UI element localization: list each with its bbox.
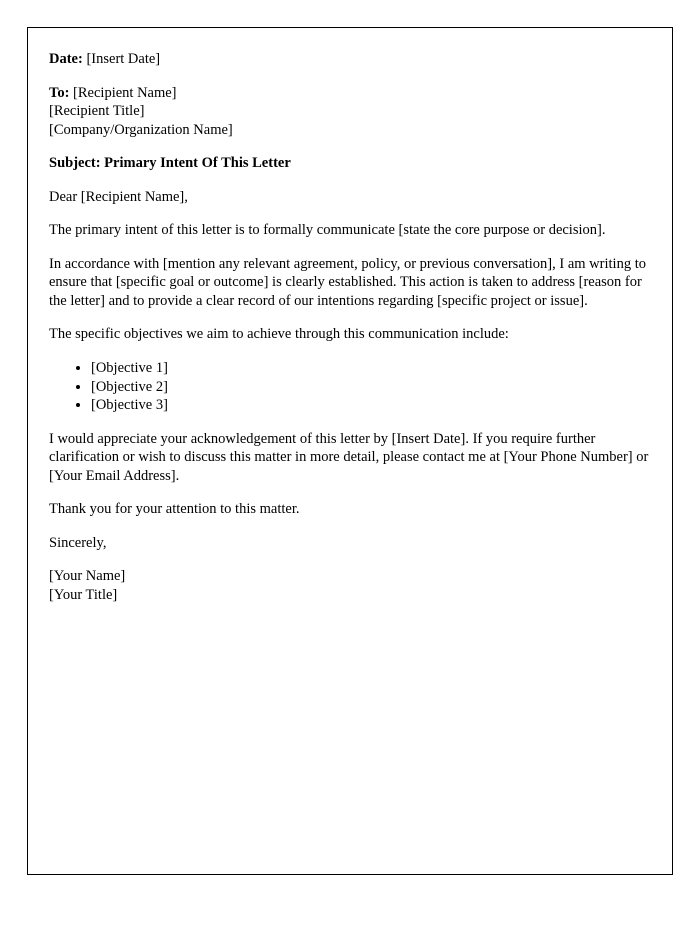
paragraph-objectives-intro: The specific objectives we aim to achieve through this communication include: xyxy=(49,326,509,343)
objectives-list xyxy=(49,359,651,415)
recipient-title: [Recipient Title] xyxy=(49,103,145,120)
recipient-company: [Company/Organization Name] xyxy=(49,121,233,138)
date-label: Date: xyxy=(49,51,83,67)
subject-line xyxy=(49,154,651,173)
signature-name: [Your Name] xyxy=(49,568,126,585)
subject-text: Subject: Primary Intent Of This Letter xyxy=(49,155,291,172)
paragraph-thanks: Thank you for your attention to this matter. xyxy=(49,501,300,518)
signature-title: [Your Title] xyxy=(49,586,118,603)
to-label: To: xyxy=(49,84,70,101)
objective-item: • [Objective 3] xyxy=(91,396,651,415)
date-value: [Insert Date] xyxy=(86,51,161,67)
paragraph-acknowledge: I would appreciate your acknowledgement of this letter by [Insert Date]. If you require further clarification or wish to discuss this matter in more detail, please contact me at [Your Phone Number] or [Your Email Address]. xyxy=(49,430,649,484)
objective-item: • [Objective 1] xyxy=(91,359,651,378)
salutation: Dear [Recipient Name], xyxy=(49,188,188,205)
closing: Sincerely, xyxy=(49,534,107,551)
paragraph-intent: The primary intent of this letter is to formally communicate [state the core purpose or decision]. xyxy=(49,222,606,239)
signature-block xyxy=(49,567,651,604)
recipient-block xyxy=(49,84,651,140)
recipient-name: [Recipient Name] xyxy=(73,84,177,101)
letter-page xyxy=(27,27,673,875)
to-line xyxy=(49,84,651,103)
date-line xyxy=(49,50,651,69)
paragraph-accordance: In accordance with [mention any relevant agreement, policy, or previous conversation], I am writing to ensure that [specific goal or outcome] is clearly established. This action is taken to address [reason for the letter] and to provide a clear record of our intentions regarding [specific project or issue]. xyxy=(49,255,646,309)
objective-item: • [Objective 2] xyxy=(91,378,651,397)
